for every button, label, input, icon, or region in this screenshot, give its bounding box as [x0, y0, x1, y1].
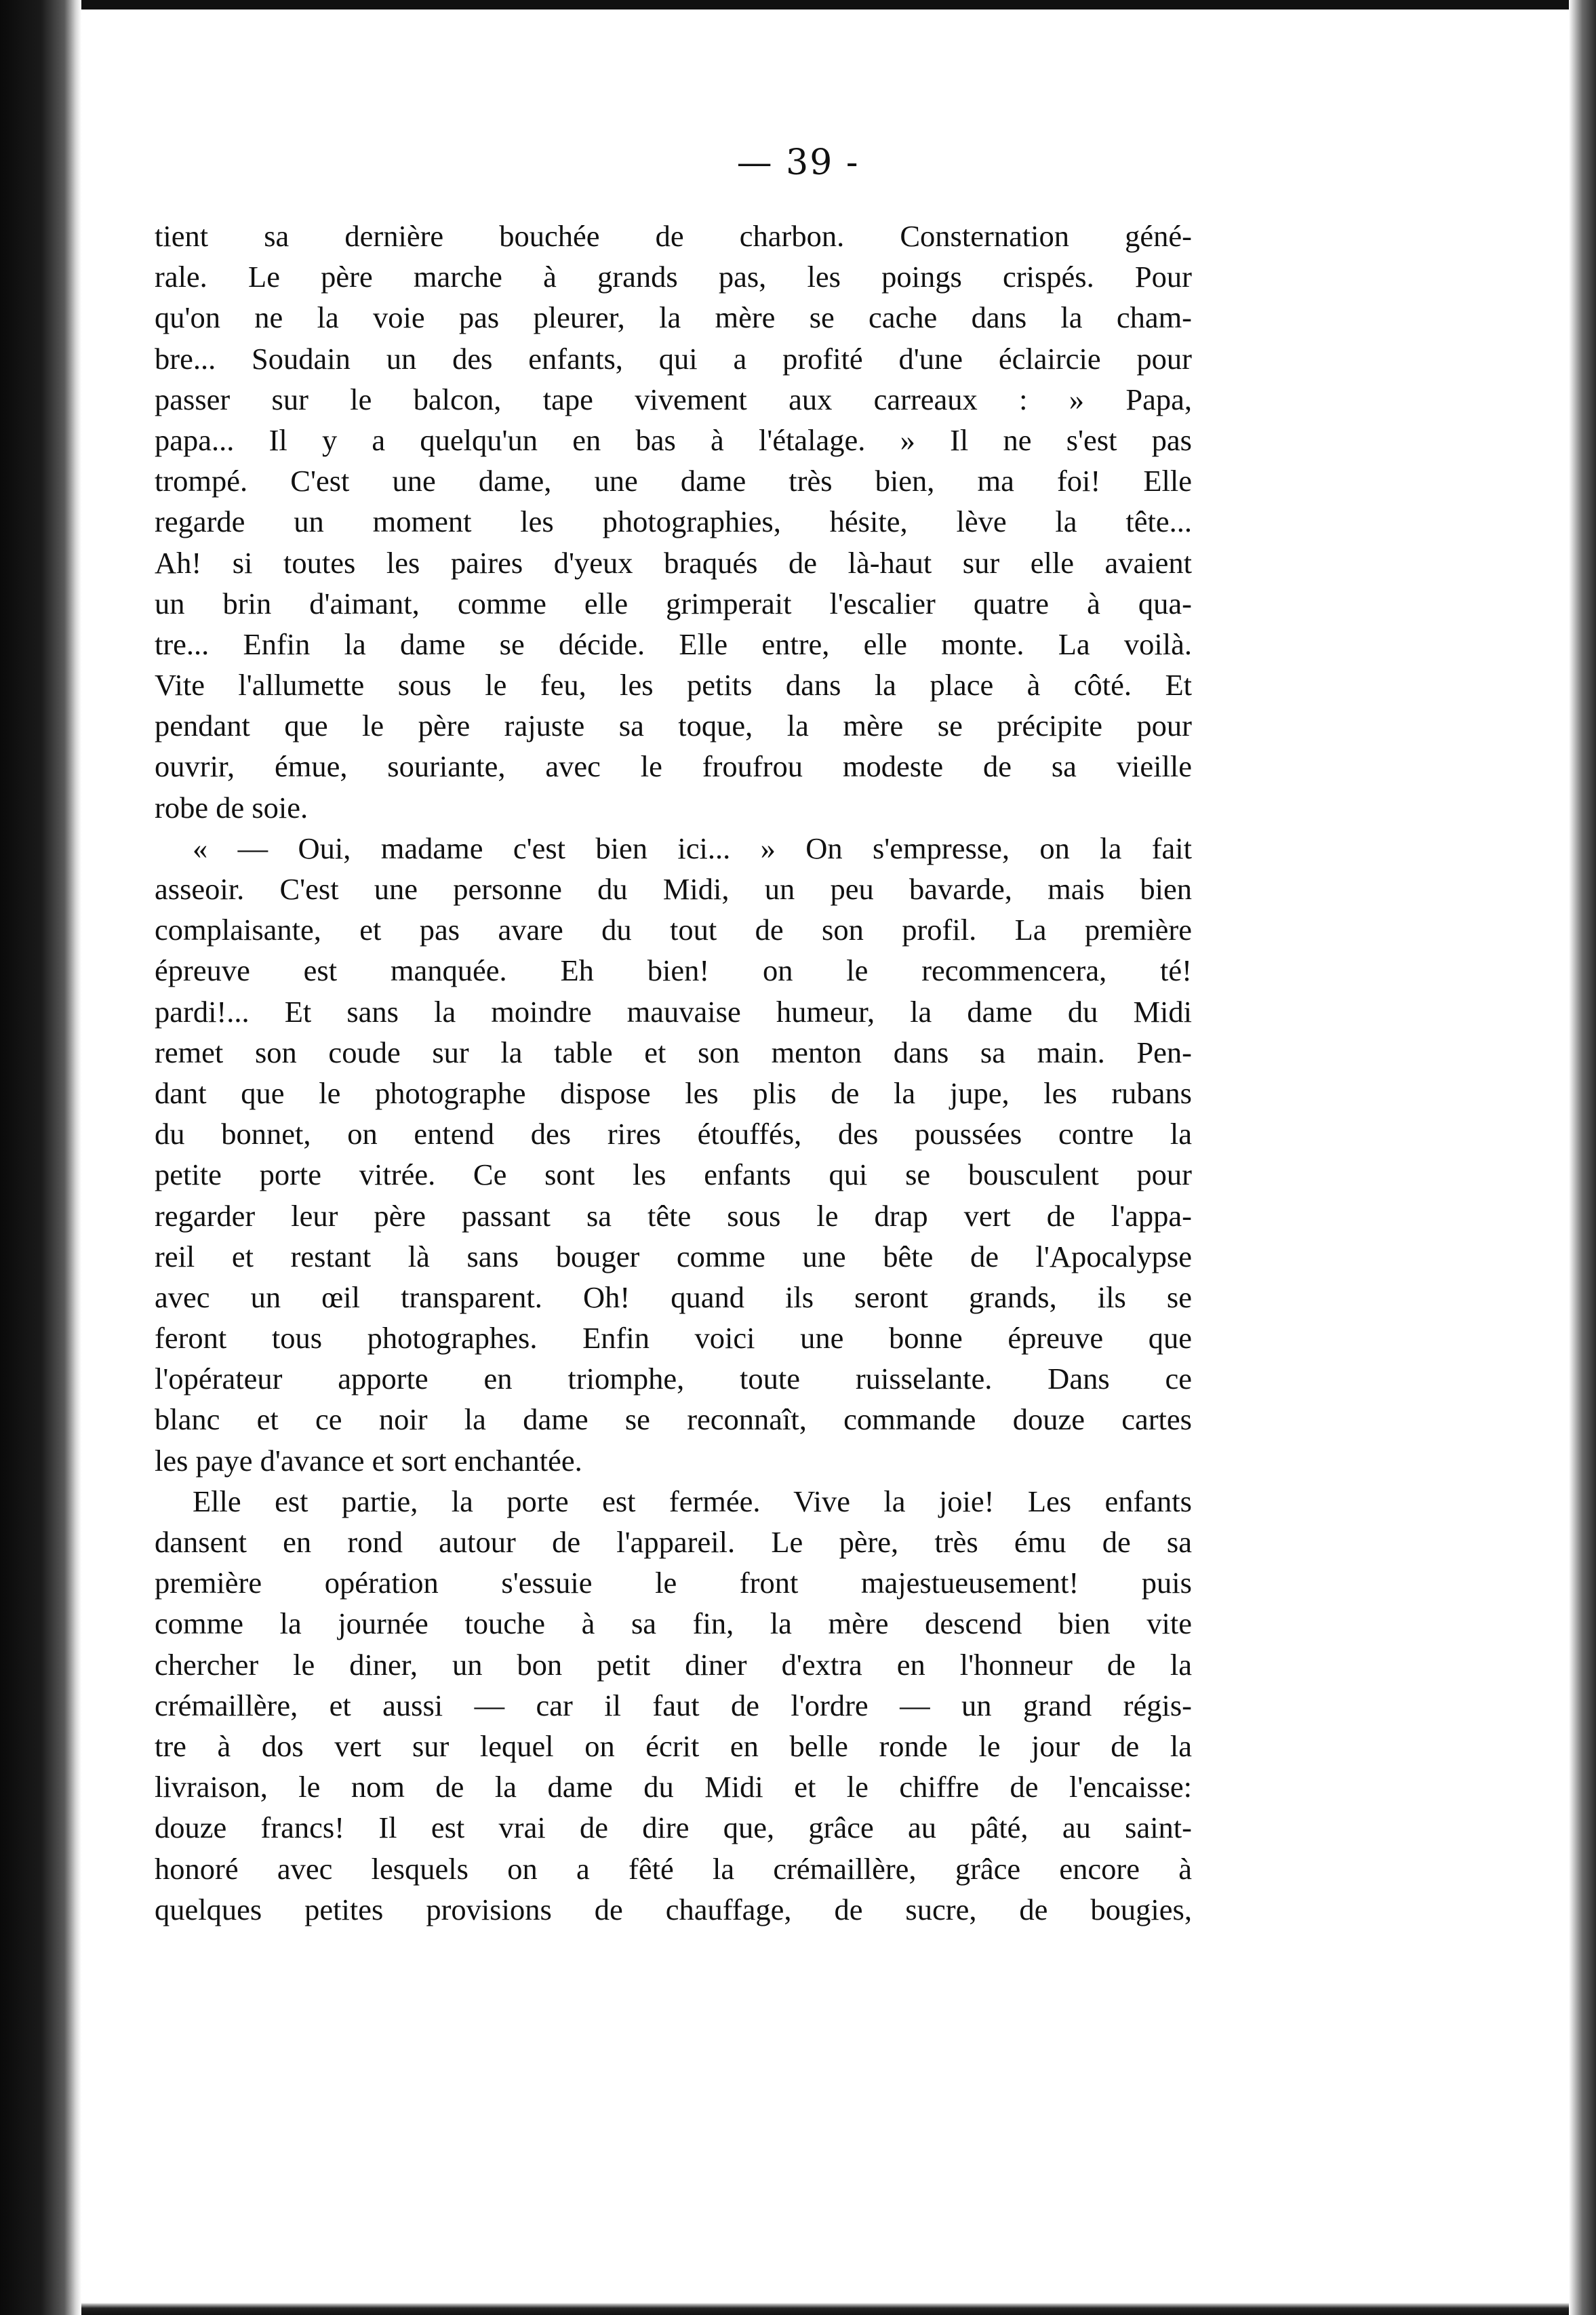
text-line: l'opérateur apporte en triomphe, toute ruisselante. Dans ce — [155, 1362, 1192, 1396]
text-line: comme la journée touche à sa fin, la mère descend bien vite — [155, 1606, 1192, 1641]
text-line: regarder leur père passant sa tête sous le drap vert de l'appa- — [155, 1198, 1192, 1233]
text-line: tre à dos vert sur lequel on écrit en belle ronde le jour de la — [155, 1728, 1192, 1763]
text-line: du bonnet, on entend des rires étouffés, des poussées contre la — [155, 1117, 1192, 1151]
text-line: dant que le photographe dispose les plis de la jupe, les rubans — [155, 1075, 1192, 1110]
text-line: rale. Le père marche à grands pas, les poings crispés. Pour — [155, 260, 1192, 294]
body-text — [155, 216, 1192, 1930]
text-line: trompé. C'est une dame, une dame très bien, ma foi! Elle — [155, 464, 1192, 498]
text-line: tre... Enfin la dame se décide. Elle entre, elle monte. La voilà. — [155, 627, 1192, 661]
scan-border-left — [0, 0, 81, 2315]
text-line: passer sur le balcon, tape vivement aux carreaux : » Papa, — [155, 382, 1192, 416]
text-line: Vite l'allumette sous le feu, les petits dans la place à côté. Et — [155, 668, 1192, 703]
text-line: honoré avec lesquels on a fêté la crémaillère, grâce encore à — [155, 1851, 1192, 1886]
text-line: complaisante, et pas avare du tout de son profil. La première — [155, 913, 1192, 947]
scan-border-top — [0, 0, 1596, 9]
text-line: blanc et ce noir la dame se reconnaît, commande douze cartes — [155, 1402, 1192, 1437]
text-line: feront tous photographes. Enfin voici une bonne épreuve que — [155, 1321, 1192, 1356]
text-line: ouvrir, émue, souriante, avec le froufrou modeste de sa vieille — [155, 749, 1192, 784]
page-number: — 39 - — [736, 142, 860, 183]
text-line: bre... Soudain un des enfants, qui a profité d'une éclaircie pour — [155, 341, 1192, 376]
text-line: Elle est partie, la porte est fermée. Vive la joie! Les enfants — [193, 1484, 1192, 1518]
text-line: crémaillère, et aussi — car il faut de l'ordre — un grand régis- — [155, 1688, 1192, 1722]
text-line: un brin d'aimant, comme elle grimperait l'escalier quatre à qua- — [155, 586, 1192, 620]
text-line: Ah! si toutes les paires d'yeux braqués de là-haut sur elle avaient — [155, 545, 1192, 580]
text-line: « — Oui, madame c'est bien ici... » On s'empresse, on la fait — [193, 831, 1192, 865]
text-line: les paye d'avance et sort enchantée. — [155, 1443, 582, 1478]
text-line: reil et restant là sans bouger comme une bête de l'Apocalypse — [155, 1239, 1192, 1273]
text-line: première opération s'essuie le front majestueusement! puis — [155, 1566, 1192, 1600]
text-line: douze francs! Il est vrai de dire que, grâce au pâté, au saint- — [155, 1811, 1192, 1845]
text-line: quelques petites provisions de chauffage, de sucre, de bougies, — [155, 1892, 1192, 1926]
scan-border-right — [1569, 0, 1596, 2315]
text-line: tient sa dernière bouchée de charbon. Consternation géné- — [155, 219, 1192, 253]
text-line: regarde un moment les photographies, hésite, lève la tête... — [155, 504, 1192, 539]
scan-border-bottom — [81, 2303, 1569, 2315]
text-line: épreuve est manquée. Eh bien! on le recommencera, té! — [155, 953, 1192, 988]
text-line: pardi!... Et sans la moindre mauvaise humeur, la dame du Midi — [155, 994, 1192, 1029]
text-line: livraison, le nom de la dame du Midi et le chiffre de l'encaisse: — [155, 1770, 1192, 1804]
text-line: remet son coude sur la table et son menton dans sa main. Pen- — [155, 1035, 1192, 1069]
text-line: robe de soie. — [155, 790, 308, 825]
text-line: chercher le diner, un bon petit diner d'extra en l'honneur de la — [155, 1647, 1192, 1682]
text-line: dansent en rond autour de l'appareil. Le père, très ému de sa — [155, 1525, 1192, 1559]
text-line: papa... Il y a quelqu'un en bas à l'étalage. » Il ne s'est pas — [155, 422, 1192, 457]
text-line: petite porte vitrée. Ce sont les enfants qui se bousculent pour — [155, 1158, 1192, 1192]
text-line: pendant que le père rajuste sa toque, la mère se précipite pour — [155, 709, 1192, 743]
text-line: avec un œil transparent. Oh! quand ils seront grands, ils se — [155, 1280, 1192, 1314]
text-line: asseoir. C'est une personne du Midi, un peu bavarde, mais bien — [155, 872, 1192, 906]
text-line: qu'on ne la voie pas pleurer, la mère se cache dans la cham- — [155, 300, 1192, 335]
